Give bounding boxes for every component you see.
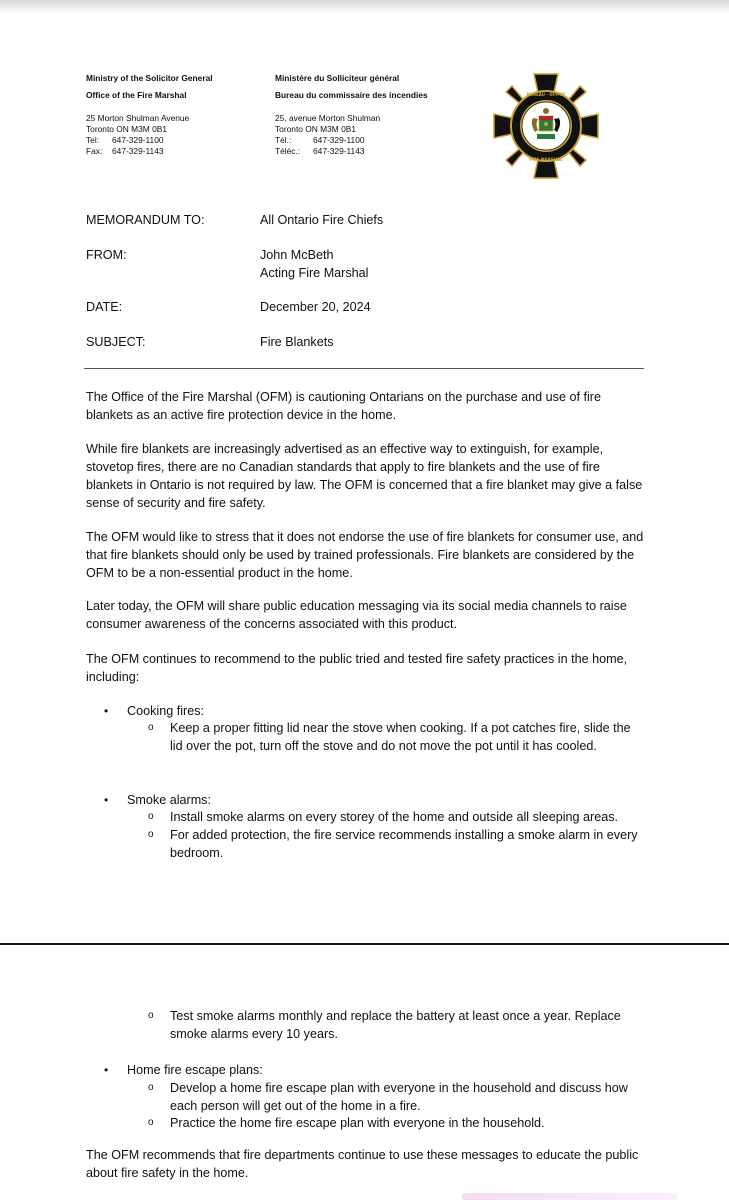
memo-from-label: FROM: — [86, 248, 127, 262]
fax-number-fr: 647-329-1143 — [313, 146, 365, 156]
bullet-icon: • — [104, 793, 109, 807]
sub-bullet-icon: o — [148, 1010, 154, 1021]
header-english — [86, 73, 213, 157]
cooking-fires-label: Cooking fires: — [127, 704, 204, 718]
paragraph-3: The OFM would like to stress that it does not endorse the use of fire blankets for consumer use, and that fire blankets should only be used by trained professionals. Fire blankets are considered by the OFM to be a non-essential product in the home. — [86, 530, 644, 580]
memo-subject-label: SUBJECT: — [86, 335, 146, 349]
escape-plans-label: Home fire escape plans: — [127, 1063, 263, 1077]
tel-fr — [275, 135, 428, 146]
sub-bullet-icon: o — [148, 829, 154, 840]
tel-number-en: 647-329-1100 — [112, 135, 164, 145]
smoke-tip-2: For added protection, the fire service recommends installing a smoke alarm in every bedroom. — [170, 828, 638, 860]
memo-to-label: MEMORANDUM TO: — [86, 213, 205, 227]
address-line2-fr: Toronto ON M3M 0B1 — [275, 124, 356, 134]
header-french — [275, 73, 428, 157]
bullet-icon: • — [104, 704, 109, 718]
escape-tip-1: Develop a home fire escape plan with everyone in the household and discuss how each person will get out of the home in a fire. — [170, 1081, 628, 1113]
sub-bullet-icon: o — [148, 1117, 154, 1128]
fire-marshal-seal-icon — [492, 72, 600, 180]
memo-subject-value: Fire Blankets — [260, 335, 334, 349]
cooking-tip-1: Keep a proper fitting lid near the stove when cooking. If a pot catches fire, slide the lid over the pot, turn off the stove and do not move the pot until it has cooled. — [170, 721, 631, 753]
memo-date-label: DATE: — [86, 300, 123, 314]
escape-tip-2: Practice the home fire escape plan with everyone in the household. — [170, 1116, 545, 1130]
smoke-tip-3: Test smoke alarms monthly and replace the battery at least once a year. Replace smoke alarms every 10 years. — [170, 1009, 621, 1041]
fax-label-fr: Téléc.: — [275, 146, 301, 156]
office-name-fr: Bureau du commissaire des incendies — [275, 90, 428, 100]
svg-text:BUREAU · OFFICE: BUREAU · OFFICE — [526, 92, 566, 97]
svg-text:FIRE MARSHAL: FIRE MARSHAL — [529, 157, 563, 162]
paragraph-5: The OFM continues to recommend to the public tried and tested fire safety practices in the home, including: — [86, 652, 628, 684]
tel-en — [86, 135, 213, 146]
smoke-alarms-label: Smoke alarms: — [127, 793, 211, 807]
bullet-icon: • — [104, 1063, 109, 1077]
closing-paragraph: The OFM recommends that fire departments continue to use these messages to educate the public about fire safety in the home. — [86, 1148, 639, 1180]
memo-to-value: All Ontario Fire Chiefs — [260, 213, 384, 227]
address-line2-en: Toronto ON M3M 0B1 — [86, 124, 167, 134]
ministry-name-en: Ministry of the Solicitor General — [86, 73, 213, 83]
header-divider — [84, 368, 644, 369]
sub-bullet-icon: o — [148, 722, 154, 733]
memo-date-value: December 20, 2024 — [260, 300, 371, 314]
tel-label-en: Tel: — [86, 135, 100, 145]
fax-label-en: Fax: — [86, 146, 103, 156]
page-top-edge — [0, 0, 729, 14]
screen-overlay-bar — [462, 1193, 677, 1200]
sub-bullet-icon: o — [148, 1082, 154, 1093]
office-name-en: Office of the Fire Marshal — [86, 90, 187, 100]
smoke-tip-1: Install smoke alarms on every storey of the home and outside all sleeping areas. — [170, 810, 619, 824]
fax-fr — [275, 146, 428, 157]
paragraph-1: The Office of the Fire Marshal (OFM) is cautioning Ontarians on the purchase and use of fire blankets as an active fire protection device in the home. — [86, 390, 601, 422]
memo-from-name: John McBeth — [260, 248, 334, 262]
fax-number-en: 647-329-1143 — [112, 146, 164, 156]
memo-from-title: Acting Fire Marshal — [260, 266, 369, 280]
ministry-name-fr: Ministère du Solliciteur général — [275, 73, 400, 83]
tel-number-fr: 647-329-1100 — [313, 135, 365, 145]
paragraph-4: Later today, the OFM will share public education messaging via its social media channels to raise consumer awareness of the concerns associated with this product. — [86, 599, 627, 631]
address-line1-en: 25 Morton Shulman Avenue — [86, 113, 190, 123]
fax-en — [86, 146, 213, 157]
sub-bullet-icon: o — [148, 811, 154, 822]
tel-label-fr: Tél.: — [275, 135, 292, 145]
address-line1-fr: 25, avenue Morton Shulman — [275, 113, 381, 123]
page-break — [0, 943, 729, 945]
paragraph-2: While fire blankets are increasingly advertised as an effective way to extinguish, for example, stovetop fires, there are no Canadian standards that apply to fire blankets and the use of fire blankets in Ontario is not required by law. The OFM is concerned that a fire blanket may give a false sense of security and fire safety. — [86, 442, 643, 510]
